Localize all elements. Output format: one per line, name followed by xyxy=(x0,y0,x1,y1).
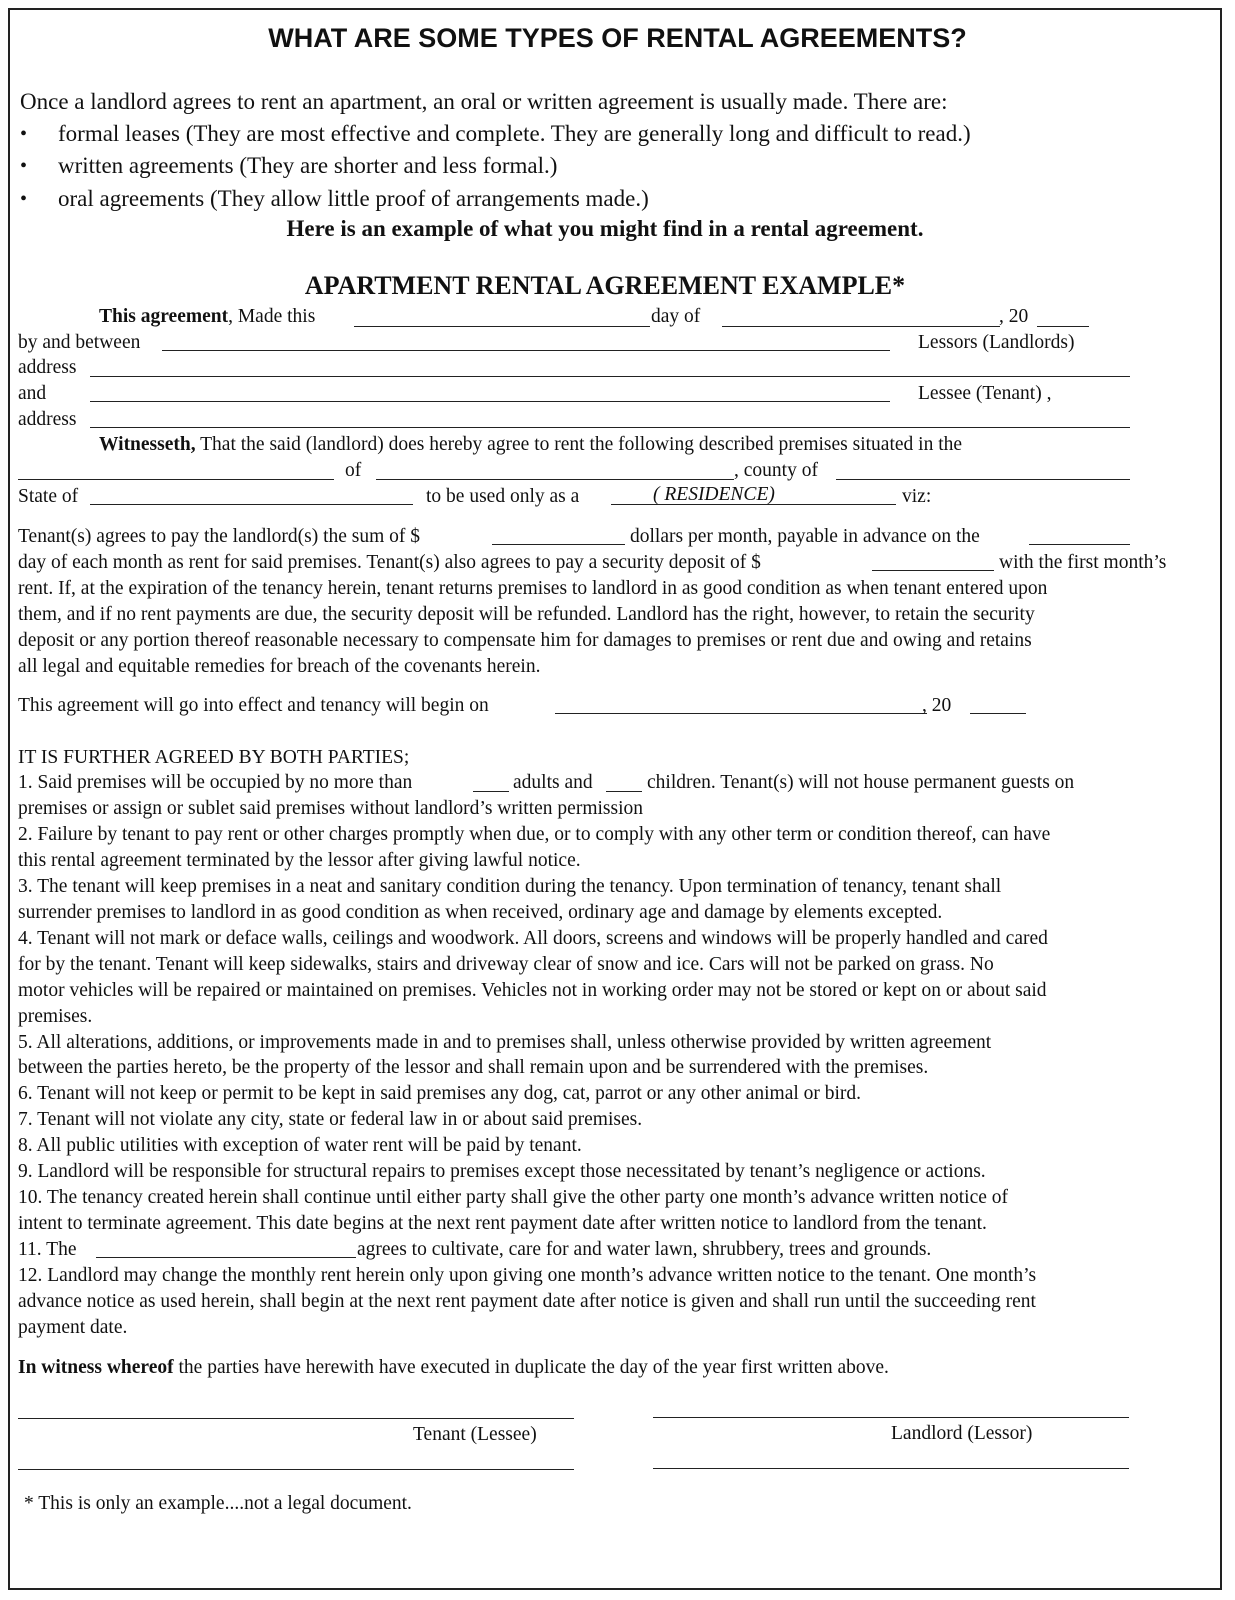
lessors-field[interactable] xyxy=(162,350,890,351)
rent-due-day-field[interactable] xyxy=(1029,544,1130,545)
landlord-label: Landlord (Lessor) xyxy=(891,1423,1033,1444)
intro-text: Once a landlord agrees to rent an apartment, an oral or written agreement is usually made. There are: xyxy=(20,89,948,114)
clause-4b: for by the tenant. Tenant will keep sidewalks, stairs and driveway clear of snow and ice. Cars will not be parked on grass. No xyxy=(18,954,994,975)
clause-11b: agrees to cultivate, care for and water lawn, shrubbery, trees and grounds. xyxy=(357,1239,932,1260)
clause-10b: intent to terminate agreement. This date begins at the next rent payment date after written notice to landlord from the tenant. xyxy=(18,1213,987,1234)
lessee-field[interactable] xyxy=(90,401,890,402)
year-prefix: , 20 xyxy=(999,306,1029,327)
clause-1a: 1. Said premises will be occupied by no more than xyxy=(18,772,413,793)
city-field[interactable] xyxy=(376,479,734,480)
rent-line-4: them, and if no rent payments are due, the security deposit will be refunded. Landlord has the right, however, to retain the security xyxy=(18,604,1035,625)
clause-2a: 2. Failure by tenant to pay rent or other charges promptly when due, or to comply with any other term or condition thereof, can have xyxy=(18,824,1051,845)
grounds-party-field[interactable] xyxy=(96,1257,356,1258)
effect-text: This agreement will go into effect and tenancy will begin on xyxy=(18,695,489,716)
rent-line-5: deposit or any portion thereof reasonable necessary to compensate him for damages to premises or rent due and owing and retains xyxy=(18,630,1032,651)
month-field[interactable] xyxy=(722,326,1000,327)
agreement-intro: This agreement, Made this xyxy=(99,306,316,327)
of-label: of xyxy=(345,460,362,481)
begin-year-field[interactable] xyxy=(970,713,1026,714)
by-and-between-label: by and between xyxy=(18,332,141,353)
viz-label: viz: xyxy=(902,486,932,507)
clause-1d: premises or assign or sublet said premises without landlord’s written permission xyxy=(18,798,643,819)
page-title: WHAT ARE SOME TYPES OF RENTAL AGREEMENTS? xyxy=(268,23,967,53)
made-day-field[interactable] xyxy=(354,326,650,327)
clause-7: 7. Tenant will not violate any city, state or federal law in or about said premises. xyxy=(18,1109,643,1130)
clause-4d: premises. xyxy=(18,1006,93,1027)
deposit-amount-field[interactable] xyxy=(872,570,994,571)
form-title: APARTMENT RENTAL AGREEMENT EXAMPLE* xyxy=(304,271,906,300)
adults-field[interactable] xyxy=(473,791,509,792)
children-field[interactable] xyxy=(606,791,642,792)
bullet-dot: • xyxy=(20,123,28,145)
residence-value: ( RESIDENCE) xyxy=(653,484,775,505)
year-field[interactable] xyxy=(1037,326,1089,327)
tenant-label: Tenant (Lessee) xyxy=(413,1424,537,1445)
lessee-label: Lessee (Tenant) , xyxy=(918,383,1052,404)
clause-9: 9. Landlord will be responsible for structural repairs to premises except those necessitated by tenant’s negligence or actions. xyxy=(18,1161,986,1182)
lessors-label: Lessors (Landlords) xyxy=(918,332,1075,353)
clause-12b: advance notice as used herein, shall begin at the next rent payment date after notice is given and shall run until the succeeding rent xyxy=(18,1291,1036,1312)
bullet-item: formal leases (They are most effective and complete. They are generally long and difficult to read.) xyxy=(58,121,971,146)
clause-11a: 11. The xyxy=(18,1239,77,1260)
day-of-label: day of xyxy=(651,306,701,327)
county-field[interactable] xyxy=(836,479,1130,480)
clause-2b: this rental agreement terminated by the lessor after giving lawful notice. xyxy=(18,850,581,871)
tenant-signature-line[interactable] xyxy=(18,1418,574,1419)
and-label: and xyxy=(18,383,47,404)
clause-4c: motor vehicles will be repaired or maintained on premises. Vehicles not in working order may not be stored or kept on or about said xyxy=(18,980,1047,1001)
address-label: address xyxy=(18,409,77,430)
clause-4a: 4. Tenant will not mark or deface walls, ceilings and woodwork. All doors, screens and windows will be properly handled and cared xyxy=(18,928,1048,949)
bullet-dot: • xyxy=(20,155,28,177)
clause-5a: 5. All alterations, additions, or improvements made in and to premises shall, unless otherwise provided by written agreement xyxy=(18,1032,992,1053)
tenant-date-line[interactable] xyxy=(18,1469,574,1470)
witness-statement: In witness whereof the parties have herewith have executed in duplicate the day of the year first written above. xyxy=(18,1357,889,1378)
footnote: * This is only an example....not a legal document. xyxy=(24,1493,412,1514)
clause-1c: children. Tenant(s) will not house permanent guests on xyxy=(647,772,1075,793)
clause-3a: 3. The tenant will keep premises in a neat and sanitary condition during the tenancy. Upon termination of tenancy, tenant shall xyxy=(18,876,1002,897)
premises-field[interactable] xyxy=(18,479,334,480)
rent-line-6: all legal and equitable remedies for breach of the covenants herein. xyxy=(18,656,541,677)
bullet-item: oral agreements (They allow little proof of arrangements made.) xyxy=(58,186,649,211)
example-note: Here is an example of what you might find in a rental agreement. xyxy=(286,216,924,241)
clause-12c: payment date. xyxy=(18,1317,128,1338)
clause-10a: 10. The tenancy created herein shall continue until either party shall give the other party one month’s advance written notice of xyxy=(18,1187,1009,1208)
rent-line-2b: with the first month’s xyxy=(999,552,1167,573)
clause-12a: 12. Landlord may change the monthly rent herein only upon giving one month’s advance written notice to the tenant. One month’s xyxy=(18,1265,1037,1286)
rent-line-1a: Tenant(s) agrees to pay the landlord(s) the sum of $ xyxy=(18,526,421,547)
clause-3b: surrender premises to landlord in as good condition as when received, ordinary age and damage by elements excepted. xyxy=(18,902,943,923)
bullet-dot: • xyxy=(20,188,28,210)
landlord-signature-line[interactable] xyxy=(653,1417,1129,1418)
further-heading: IT IS FURTHER AGREED BY BOTH PARTIES; xyxy=(18,747,410,768)
rent-line-2a: day of each month as rent for said premises. Tenant(s) also agrees to pay a security deposit of $ xyxy=(18,552,761,573)
landlord-date-line[interactable] xyxy=(653,1468,1129,1469)
clause-5b: between the parties hereto, be the property of the lessor and shall remain upon and be surrendered with the premises. xyxy=(18,1057,929,1078)
rent-line-3: rent. If, at the expiration of the tenancy herein, tenant returns premises to landlord in as good condition as when tenant entered upon xyxy=(18,578,1048,599)
clause-1b: adults and xyxy=(513,772,593,793)
lessee-address-field[interactable] xyxy=(90,427,1130,428)
rent-amount-field[interactable] xyxy=(492,544,625,545)
state-of-label: State of xyxy=(18,486,79,507)
county-of-label: , county of xyxy=(734,460,818,481)
rent-line-1b: dollars per month, payable in advance on the xyxy=(630,526,980,547)
used-only-label: to be used only as a xyxy=(426,486,580,507)
lessor-address-field[interactable] xyxy=(90,376,1130,377)
begin-date-field[interactable] xyxy=(555,713,927,714)
bullet-item: written agreements (They are shorter and less formal.) xyxy=(58,153,558,178)
effect-year-prefix: , 20 xyxy=(922,695,952,716)
witnesseth-line: Witnesseth, That the said (landlord) does hereby agree to rent the following described premises situated in the xyxy=(99,434,963,455)
clause-8: 8. All public utilities with exception of water rent will be paid by tenant. xyxy=(18,1135,582,1156)
state-field[interactable] xyxy=(90,504,413,505)
address-label: address xyxy=(18,357,77,378)
clause-6: 6. Tenant will not keep or permit to be kept in said premises any dog, cat, parrot or any other animal or bird. xyxy=(18,1083,862,1104)
